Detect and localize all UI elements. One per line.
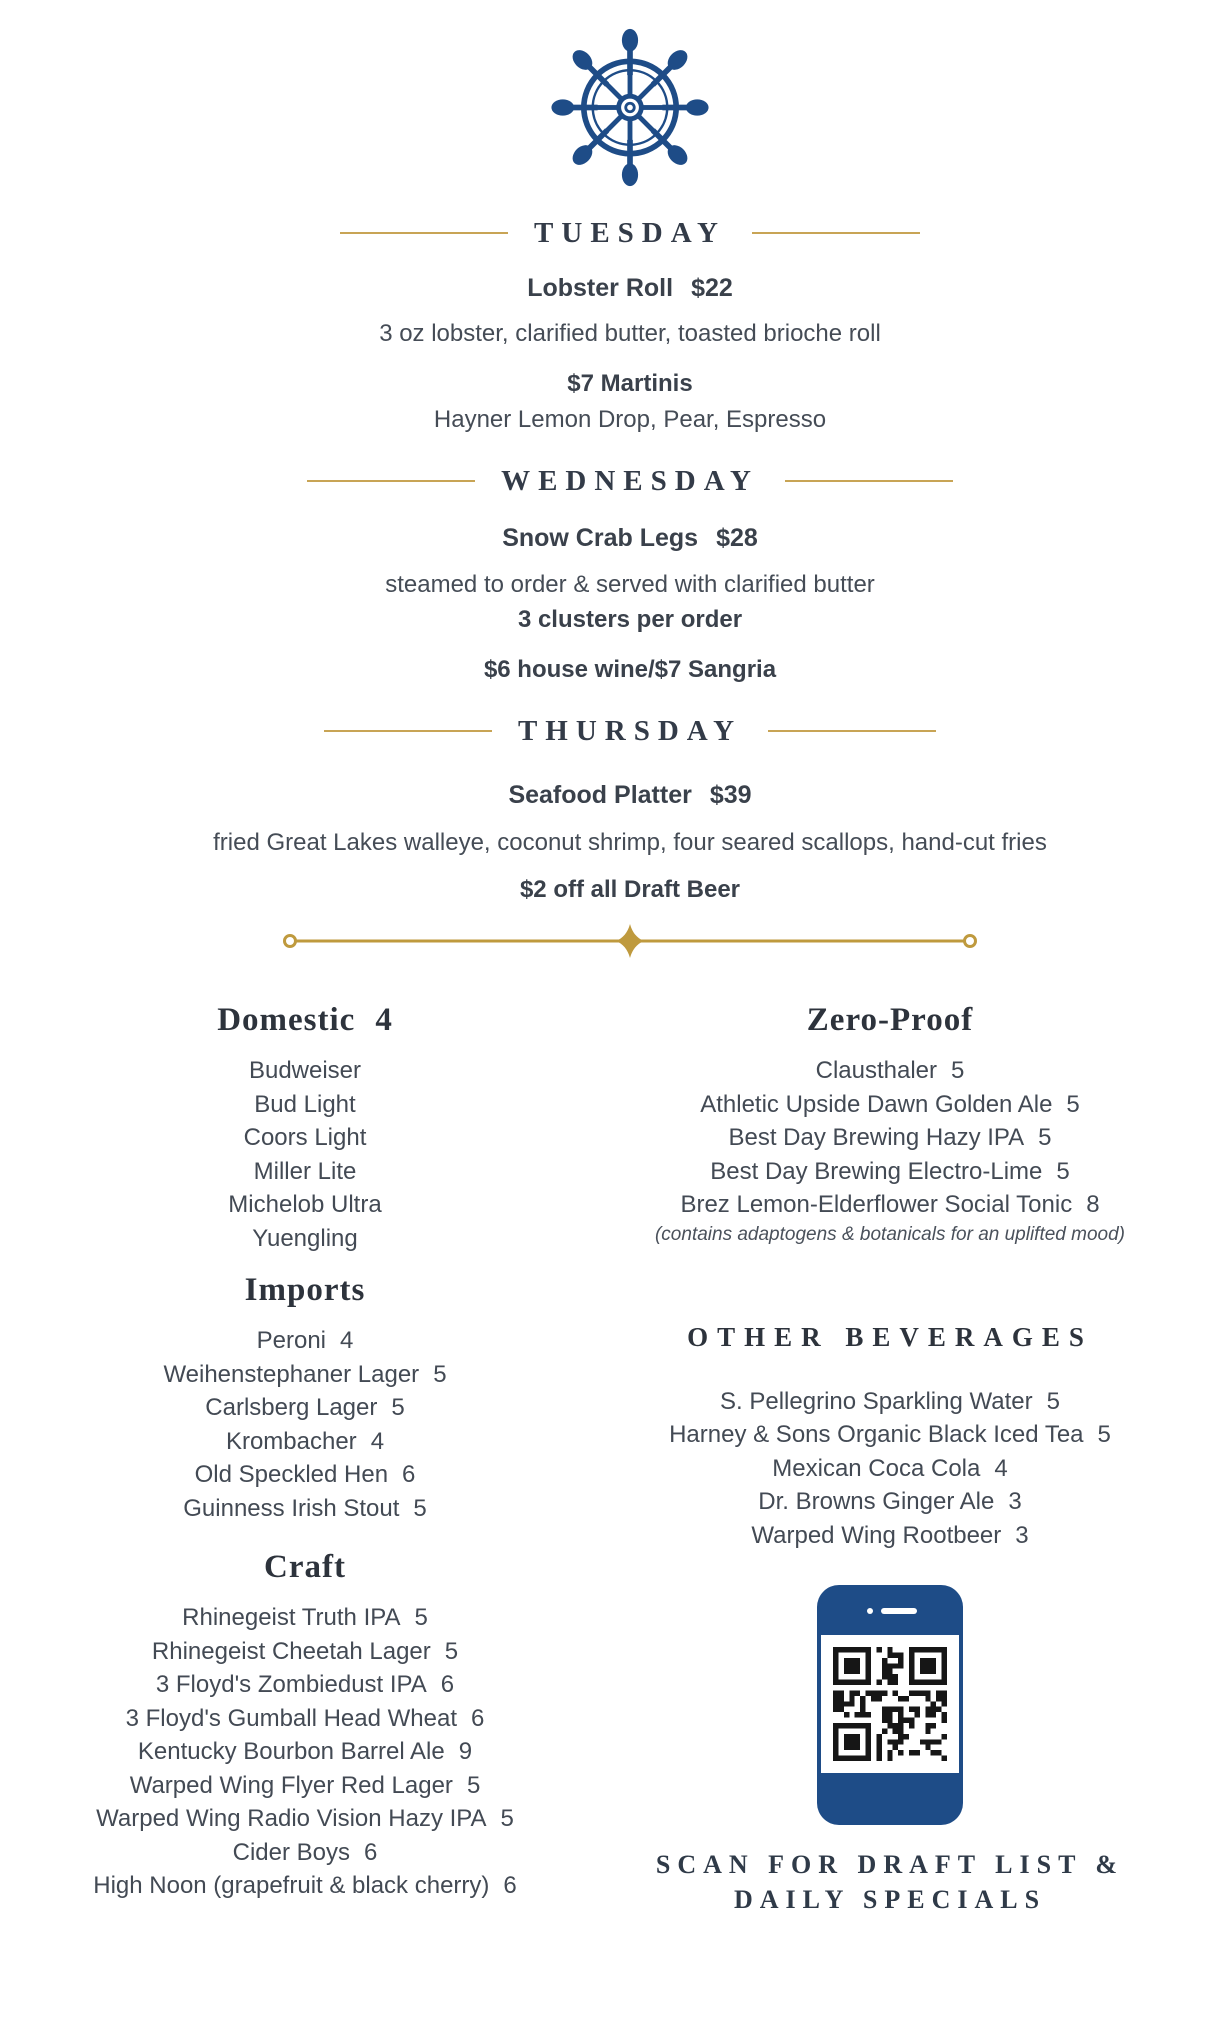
item-price: 6 xyxy=(503,1872,517,1899)
menu-list-item xyxy=(565,1385,1215,1419)
day-title: THURSDAY xyxy=(517,714,743,747)
item-name: Rhinegeist Cheetah Lager xyxy=(151,1637,431,1665)
menu-list-item xyxy=(45,1358,565,1392)
logo xyxy=(45,20,1215,195)
menu-list-item xyxy=(45,1635,565,1669)
menu-list-item xyxy=(565,1485,1215,1519)
item-name: Rhinegeist Truth IPA xyxy=(182,1604,401,1631)
item-price: 3 xyxy=(1008,1488,1022,1515)
day-header-tuesday xyxy=(45,215,1215,251)
wednesday-dish xyxy=(45,521,1215,555)
thursday-dish-desc: fried Great Lakes walleye, coconut shrimp, four seared scallops, hand-cut fries xyxy=(213,829,1047,856)
item-name: Best Day Brewing Hazy IPA xyxy=(728,1124,1025,1151)
thursday-drink-special: $2 off all Draft Beer xyxy=(519,876,741,903)
item-price: 4 xyxy=(340,1327,354,1354)
gold-rule-right xyxy=(768,730,936,732)
dish-name: Snow Crab Legs xyxy=(502,524,699,552)
gold-rule-right xyxy=(752,232,920,234)
thursday-dish xyxy=(45,778,1215,812)
item-name: Kentucky Bourbon Barrel Ale xyxy=(137,1738,445,1765)
menu-list-item xyxy=(565,1188,1215,1222)
beverage-columns xyxy=(45,987,1215,1917)
item-name: 3 Floyd's Gumball Head Wheat xyxy=(125,1704,458,1732)
item-price: 5 xyxy=(500,1805,514,1832)
item-price: 6 xyxy=(440,1671,455,1698)
menu-list-item xyxy=(45,1324,565,1358)
divider xyxy=(45,923,1215,959)
menu-list-item xyxy=(565,1452,1215,1486)
dish-price: $22 xyxy=(691,274,733,302)
item-price: 5 xyxy=(444,1637,459,1665)
item-price: 9 xyxy=(458,1738,473,1765)
camera-dot-icon xyxy=(867,1608,873,1614)
menu-list-item: Michelob Ultra xyxy=(228,1191,382,1218)
menu-list-item xyxy=(45,1735,565,1769)
item-price: 5 xyxy=(433,1360,447,1388)
menu-list-item: Miller Lite xyxy=(253,1157,357,1185)
item-price: 6 xyxy=(471,1704,485,1732)
item-name: Weihenstephaner Lager xyxy=(163,1360,420,1388)
item-name: Carlsberg Lager xyxy=(205,1394,378,1421)
menu-list-item xyxy=(565,1519,1215,1553)
menu-list-item: Bud Light xyxy=(254,1090,356,1118)
tuesday-dish xyxy=(45,271,1215,305)
day-title: WEDNESDAY xyxy=(501,464,759,497)
item-name: Brez Lemon-Elderflower Social Tonic xyxy=(680,1191,1073,1218)
item-name: 3 Floyd's Zombiedust IPA xyxy=(155,1671,427,1698)
item-name: Old Speckled Hen xyxy=(194,1461,389,1488)
item-name: Cider Boys xyxy=(232,1838,350,1866)
item-name: Athletic Upside Dawn Golden Ale xyxy=(700,1090,1053,1118)
item-name: Mexican Coca Cola xyxy=(772,1454,981,1482)
item-price: 5 xyxy=(1056,1157,1070,1185)
craft-list xyxy=(45,1601,565,1903)
dish-name: Lobster Roll xyxy=(527,274,674,302)
gold-rule-left xyxy=(324,730,492,732)
section-title-zero-proof: Zero-Proof xyxy=(806,1002,974,1038)
item-price: 5 xyxy=(1066,1090,1080,1118)
speaker-bar-icon xyxy=(881,1608,917,1614)
item-price: 5 xyxy=(1046,1387,1060,1415)
gold-rule-left xyxy=(307,480,475,482)
item-price: 5 xyxy=(1097,1421,1111,1448)
qr-panel xyxy=(821,1635,959,1773)
section-title-domestic xyxy=(45,1000,565,1040)
item-price: 6 xyxy=(364,1838,378,1866)
item-price: 5 xyxy=(391,1394,405,1421)
item-name: Warped Wing Flyer Red Lager xyxy=(129,1771,453,1799)
dish-price: $39 xyxy=(709,781,752,809)
item-price: 4 xyxy=(994,1454,1008,1482)
phone-qr-icon xyxy=(817,1585,963,1825)
section-title-craft: Craft xyxy=(264,1549,346,1585)
menu-list-item xyxy=(45,1869,565,1903)
column-left xyxy=(45,987,565,1903)
divider-ornament-icon xyxy=(280,923,980,959)
menu-list-item xyxy=(565,1054,1215,1088)
menu-list-item xyxy=(565,1088,1215,1122)
item-price: 5 xyxy=(414,1604,428,1631)
menu-list-item: Coors Light xyxy=(243,1124,367,1151)
day-header-thursday xyxy=(45,713,1215,749)
domestic-list xyxy=(45,1054,565,1255)
menu-list-item xyxy=(45,1769,565,1803)
item-price: 6 xyxy=(402,1461,416,1488)
wednesday-dish-desc: steamed to order & served with clarified butter xyxy=(385,571,875,598)
tuesday-drink-desc: Hayner Lemon Drop, Pear, Espresso xyxy=(433,406,827,433)
scan-text-line1: SCAN FOR DRAFT LIST & xyxy=(655,1850,1125,1879)
menu-list-item: Budweiser xyxy=(248,1057,362,1084)
item-name: Harney & Sons Organic Black Iced Tea xyxy=(669,1421,1084,1448)
item-name: Warped Wing Rootbeer xyxy=(751,1521,1002,1549)
column-right xyxy=(565,987,1215,1917)
item-name: Krombacher xyxy=(225,1427,357,1455)
menu-list-item xyxy=(45,1668,565,1702)
item-price: 3 xyxy=(1015,1521,1029,1549)
menu-list-item xyxy=(45,1425,565,1459)
item-name: Warped Wing Radio Vision Hazy IPA xyxy=(96,1805,487,1832)
item-price: 4 xyxy=(370,1427,385,1455)
menu-list-item xyxy=(45,1802,565,1836)
menu-list-item xyxy=(565,1155,1215,1189)
menu-list-item xyxy=(565,1121,1215,1155)
menu-list-item xyxy=(565,1418,1215,1452)
zero-proof-list xyxy=(565,1054,1215,1222)
ship-wheel-icon xyxy=(549,20,711,195)
other-beverages-list xyxy=(565,1385,1215,1553)
item-name: S. Pellegrino Sparkling Water xyxy=(720,1387,1033,1415)
item-name: Best Day Brewing Electro-Lime xyxy=(710,1157,1043,1185)
wednesday-drink-special: $6 house wine/$7 Sangria xyxy=(483,656,777,683)
section-title-other-beverages: OTHER BEVERAGES xyxy=(687,1321,1093,1352)
zero-proof-note: (contains adaptogens & botanicals for an uplifted mood) xyxy=(654,1223,1126,1245)
section-title-imports: Imports xyxy=(244,1272,366,1308)
menu-list-item xyxy=(45,1458,565,1492)
scan-text-line2: DAILY SPECIALS xyxy=(733,1885,1047,1914)
menu-list-item xyxy=(45,1492,565,1526)
item-name: High Noon (grapefruit & black cherry) xyxy=(93,1872,490,1899)
dish-name: Seafood Platter xyxy=(508,781,692,809)
daily-specials-menu xyxy=(45,20,1215,1917)
item-price: 8 xyxy=(1086,1191,1100,1218)
tuesday-dish-desc: 3 oz lobster, clarified butter, toasted brioche roll xyxy=(379,320,881,347)
gold-rule-left xyxy=(340,232,508,234)
menu-list-item xyxy=(45,1601,565,1635)
item-name: Guinness Irish Stout xyxy=(183,1494,400,1522)
imports-list xyxy=(45,1324,565,1525)
item-price: 5 xyxy=(1038,1124,1052,1151)
section-price: 4 xyxy=(375,1002,393,1038)
item-name: Peroni xyxy=(256,1327,326,1354)
gold-rule-right xyxy=(785,480,953,482)
item-price: 5 xyxy=(951,1057,965,1084)
day-title: TUESDAY xyxy=(534,216,726,249)
menu-list-item: Yuengling xyxy=(252,1224,358,1252)
dish-price: $28 xyxy=(716,524,758,552)
tuesday-drink-special: $7 Martinis xyxy=(567,370,693,397)
qr-code xyxy=(833,1647,947,1761)
menu-list-item xyxy=(45,1391,565,1425)
item-name: Clausthaler xyxy=(815,1057,938,1084)
item-price: 5 xyxy=(466,1771,481,1799)
menu-list-item xyxy=(45,1836,565,1870)
day-header-wednesday xyxy=(45,463,1215,499)
item-name: Dr. Browns Ginger Ale xyxy=(758,1488,995,1515)
item-price: 5 xyxy=(413,1494,427,1522)
menu-list-item xyxy=(45,1702,565,1736)
wednesday-dish-note: 3 clusters per order xyxy=(517,606,743,633)
section-title-text: Domestic xyxy=(217,1002,356,1038)
